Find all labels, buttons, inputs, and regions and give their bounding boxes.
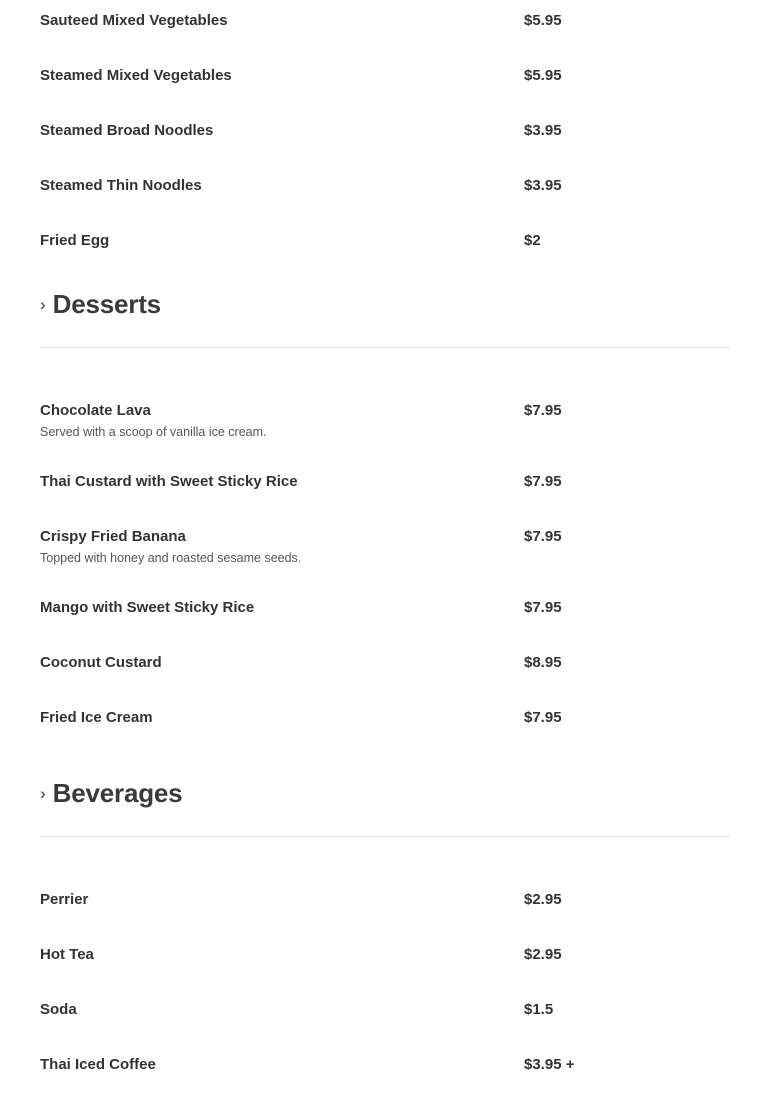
menu-item-price: $3.95	[524, 177, 562, 194]
menu-item-line	[40, 653, 730, 673]
row-spacer	[0, 196, 770, 231]
menu-item-line	[40, 1000, 730, 1020]
menu-item	[0, 66, 770, 86]
menu-item-name: Sauteed Mixed Vegetables	[40, 12, 228, 29]
row-spacer	[0, 492, 770, 527]
desserts-items-list	[0, 401, 770, 728]
menu-item-name: Perrier	[40, 891, 89, 908]
row-spacer	[0, 673, 770, 708]
menu-item-name: Chocolate Lava	[40, 402, 151, 419]
menu-item-price: $1.5	[524, 1001, 554, 1018]
menu-item-price: $7.95	[524, 528, 562, 545]
menu-item-name: Fried Ice Cream	[40, 709, 153, 726]
menu-item-name: Hot Tea	[40, 946, 94, 963]
menu-item-price: $5.95	[524, 12, 562, 29]
section-header-beverages	[0, 778, 770, 808]
section-title: Beverages	[52, 778, 183, 808]
menu-item-price: $7.95	[524, 473, 562, 490]
menu-item-line	[40, 890, 730, 910]
menu-item	[0, 176, 770, 196]
beverages-items-list	[0, 890, 770, 1075]
menu-item	[0, 401, 770, 441]
menu-item-line	[40, 472, 730, 492]
menu-item-price: $3.95 +	[524, 1056, 575, 1073]
menu-item	[0, 890, 770, 910]
menu-item-line	[40, 527, 730, 547]
menu-item-line	[40, 945, 730, 965]
menu-item	[0, 472, 770, 492]
menu-item-price: $2	[524, 232, 541, 249]
menu-item-price: $7.95	[524, 402, 562, 419]
menu-item-name: Soda	[40, 1001, 77, 1018]
menu-item-price: $8.95	[524, 654, 562, 671]
menu-item-line	[40, 231, 730, 251]
top-items-list	[0, 11, 770, 251]
menu-item-price: $5.95	[524, 67, 562, 84]
menu-item-name: Thai Iced Coffee	[40, 1056, 156, 1073]
menu-item-name: Fried Egg	[40, 232, 110, 249]
menu-item-name: Steamed Thin Noodles	[40, 177, 202, 194]
menu-item-line	[40, 1055, 730, 1075]
row-spacer	[0, 567, 770, 598]
menu-item	[0, 231, 770, 251]
menu-item	[0, 708, 770, 728]
row-spacer	[0, 1020, 770, 1055]
menu-item-line	[40, 598, 730, 618]
menu-item-name: Steamed Broad Noodles	[40, 122, 214, 139]
menu-item-description: Served with a scoop of vanilla ice cream.	[40, 425, 267, 439]
menu-item-name: Mango with Sweet Sticky Rice	[40, 599, 255, 616]
chevron-right-icon: ›	[40, 783, 46, 803]
section-header-desserts	[0, 289, 770, 319]
menu-item	[0, 945, 770, 965]
row-spacer	[0, 31, 770, 66]
section-title: Desserts	[52, 289, 161, 319]
menu-item-name: Steamed Mixed Vegetables	[40, 67, 232, 84]
chevron-right-icon: ›	[40, 294, 46, 314]
menu-item-line	[40, 11, 730, 31]
row-spacer	[0, 141, 770, 176]
menu-item	[0, 527, 770, 567]
menu-item-price: $2.95	[524, 891, 562, 908]
menu-item	[0, 121, 770, 141]
menu-item-price: $3.95	[524, 122, 562, 139]
menu-item	[0, 1000, 770, 1020]
menu-item-price: $2.95	[524, 946, 562, 963]
row-spacer	[0, 965, 770, 1000]
menu-item-description: Topped with honey and roasted sesame seeds.	[40, 551, 302, 565]
menu-item	[0, 653, 770, 673]
menu-item	[0, 598, 770, 618]
row-spacer	[0, 441, 770, 472]
menu-item-line	[40, 708, 730, 728]
menu-item-line	[40, 121, 730, 141]
row-spacer	[0, 618, 770, 653]
menu-item-price: $7.95	[524, 709, 562, 726]
row-spacer	[0, 910, 770, 945]
menu-item-price: $7.95	[524, 599, 562, 616]
menu-item-name: Crispy Fried Banana	[40, 528, 186, 545]
menu-item	[0, 11, 770, 31]
menu-item	[0, 1055, 770, 1075]
menu-item-line	[40, 401, 730, 421]
menu-item-line	[40, 66, 730, 86]
menu-item-line	[40, 176, 730, 196]
row-spacer	[0, 86, 770, 121]
menu-item-name: Thai Custard with Sweet Sticky Rice	[40, 473, 298, 490]
menu-item-name: Coconut Custard	[40, 654, 162, 671]
